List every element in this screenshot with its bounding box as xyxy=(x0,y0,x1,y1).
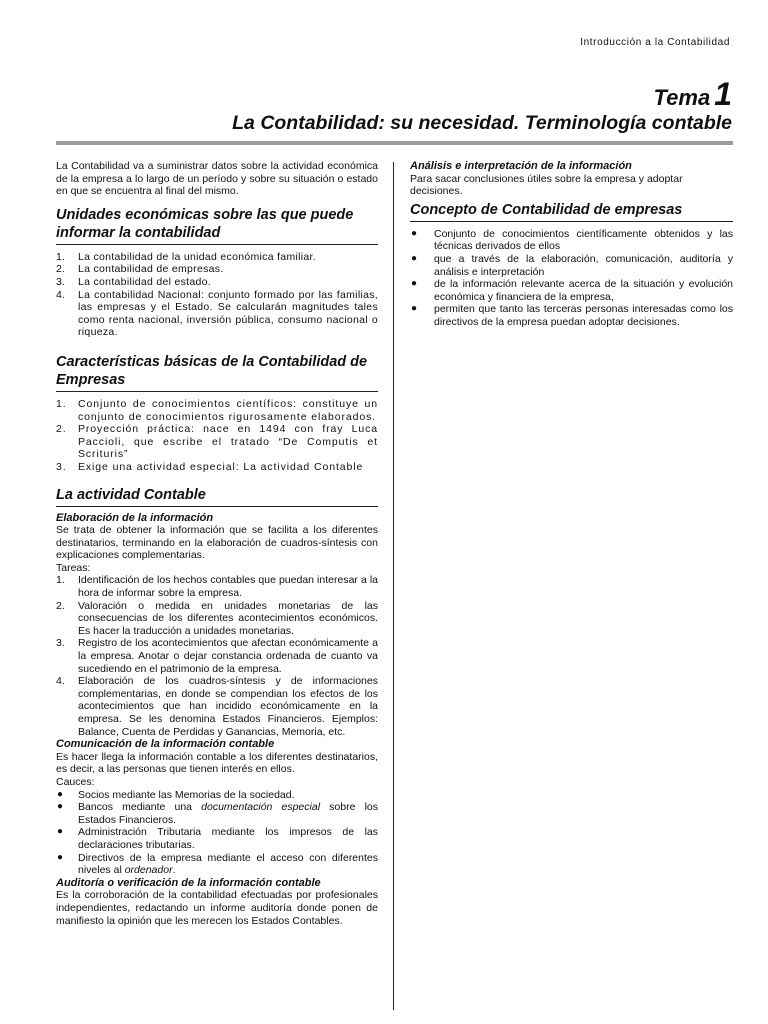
list-item: ● Conjunto de conocimientos científicamente obtenidos y las técnicas derivados de ellos xyxy=(411,227,733,253)
section-heading-characteristics: Características básicas de la Contabilidad de Empresas xyxy=(56,353,378,392)
tema-number: 1 xyxy=(714,76,732,112)
list-item: 3. Registro de los acontecimientos que afectan económicamente a la empresa. Anotar o dejar constancia ordenada de cuanto va sucediendo en el patrimonio de la empresa. xyxy=(56,637,378,675)
intro-paragraph: La Contabilidad va a suministrar datos sobre la actividad económica de la empresa a lo largo de un período y sobre su situación o estado en que se encuentra al final del mismo. xyxy=(56,160,378,198)
list-item: 2. Proyección práctica: nace en 1494 con fray Luca Paccioli, que escribe el tratado “De Computis et Scrituris” xyxy=(56,423,378,461)
subheading-analysis: Análisis e interpretación de la información xyxy=(410,160,632,172)
tasks-label: Tareas: xyxy=(56,561,91,574)
list-item: ● permiten que tanto las terceras personas interesadas como los directivos de la empresa puedan adoptar decisiones. xyxy=(411,303,733,328)
bullet-icon: ● xyxy=(411,278,418,290)
list-item: 2. La contabilidad de empresas. xyxy=(56,263,224,276)
list-item: ● que a través de la elaboración, comunicación, auditoría y análisis e interpretación xyxy=(411,252,733,278)
list-item: 4. Elaboración de los cuadros-síntesis y de informaciones complementarias, en donde se compendian los efectos de los acontecimientos que han incidido económicamente en la empresa. Se les denomina Estados Financieros. Ejemplos: Balance, Cuenta de Perdidas y Ganancias, Memoria, etc. xyxy=(56,675,378,738)
list-item: ● Directivos de la empresa mediante el acceso con diferentes niveles al ordenador. xyxy=(57,851,378,877)
list-item: 4. La contabilidad Nacional: conjunto formado por las familias, las empresas y el Estado. Se calcularán magnitudes tales como renta nacional, inversión pública, consumo nacional o riqueza. xyxy=(56,288,378,339)
subheading-communication: Comunicación de la información contable xyxy=(56,738,275,751)
running-head: Introducción a la Contabilidad xyxy=(580,37,730,48)
list-item: ● Administración Tributaria mediante los impresos de las declaraciones tributarias. xyxy=(57,826,378,851)
bullet-icon: ● xyxy=(57,826,64,838)
characteristics-list xyxy=(56,398,378,474)
list-item: 2. Valoración o medida en unidades monetarias de las consecuencias de los diferentes acontecimientos económicos. Es hacer la traducción a unidades monetarias. xyxy=(56,599,378,637)
list-item: ● de la información relevante acerca de la situación y evolución económica y financiera de la empresa, xyxy=(411,278,733,303)
audit-paragraph: Es la corroboración de la contabilidad efectuadas por profesionales independientes, redactando un informe auditoría donde ponen de manifiesto la opinión que les merecen los Estados Contables. xyxy=(56,889,378,927)
chapter-number xyxy=(654,76,732,113)
list-item: 3. Exige una actividad especial: La actividad Contable xyxy=(56,460,364,473)
list-item: 1. La contabilidad de la unidad económica familiar. xyxy=(56,250,316,263)
tasks-list xyxy=(56,574,378,738)
subheading-elaboration: Elaboración de la información xyxy=(56,511,214,524)
list-item: 1. Identificación de los hechos contables que puedan interesar a la hora de informar sobre la empresa. xyxy=(56,574,378,600)
bullet-icon: ● xyxy=(57,788,64,800)
units-list xyxy=(56,251,378,339)
elaboration-paragraph: Se trata de obtener la información que se facilita a los diferentes destinatarios, terminando en la elaboración de cuadros-síntesis con explicaciones complementarias. xyxy=(56,524,378,562)
bullet-icon: ● xyxy=(57,801,64,813)
tema-label: Tema xyxy=(653,85,711,110)
list-item: ● Bancos mediante una documentación especial sobre los Estados Financieros. xyxy=(57,801,378,826)
column-divider xyxy=(393,162,394,1010)
list-item: ● Socios mediante las Memorias de la sociedad. xyxy=(57,788,295,801)
right-column xyxy=(410,160,733,329)
chapter-title: La Contabilidad: su necesidad. Terminología contable xyxy=(232,112,732,134)
bullet-icon: ● xyxy=(411,227,418,239)
channels-label: Cauces: xyxy=(56,775,95,788)
communication-paragraph: Es hacer llega la información contable a los diferentes destinatarios, es decir, a las personas que tienen interés en ellos. xyxy=(56,750,378,776)
left-column xyxy=(56,160,378,927)
bullet-icon: ● xyxy=(411,252,418,264)
bullet-icon: ● xyxy=(57,851,64,863)
list-item: 1. Conjunto de conocimientos científicos: constituye un conjunto de conocimientos rigurosamente elaborados. xyxy=(56,397,378,423)
channels-list xyxy=(56,789,378,877)
title-rule xyxy=(56,141,733,145)
subheading-audit: Auditoría o verificación de la información contable xyxy=(56,876,321,889)
list-item: 3. La contabilidad del estado. xyxy=(56,275,212,288)
concept-list xyxy=(410,228,733,329)
bullet-icon: ● xyxy=(411,303,418,315)
section-heading-concept: Concepto de Contabilidad de empresas xyxy=(410,201,733,222)
analysis-paragraph: Para sacar conclusiones útiles sobre la empresa y adoptar decisiones. xyxy=(410,172,683,198)
section-heading-activity: La actividad Contable xyxy=(56,486,378,507)
section-heading-units: Unidades económicas sobre las que puede informar la contabilidad xyxy=(56,206,378,245)
